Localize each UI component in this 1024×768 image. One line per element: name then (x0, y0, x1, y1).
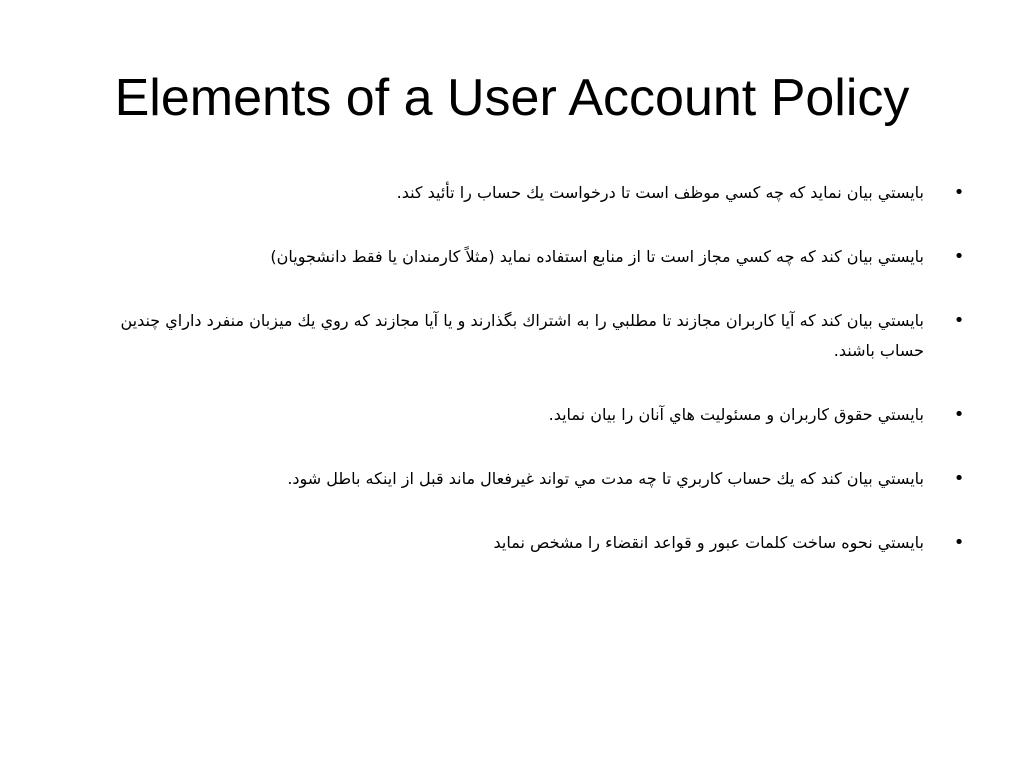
bullet-dot-icon: • (953, 404, 965, 425)
bullet-text: بايستي بيان كند كه چه كسي مجاز است تا از منابع استفاده نمايد (مثلاً كارمندان يا فقط دانشجويان) (270, 247, 924, 266)
bullet-text: بايستي حقوق كاربران و مسئوليت هاي آنان را بيان نمايد. (548, 405, 924, 424)
bullet-dot-icon: • (953, 182, 965, 203)
slide-title: Elements of a User Account Policy (114, 69, 910, 127)
bullet-dot-icon: • (953, 468, 965, 489)
bullet-dot-icon: • (953, 310, 965, 331)
bullet-text: بايستي بيان نمايد كه چه كسي موظف است تا درخواست يك حساب را تأئيد كند. (396, 183, 924, 202)
bullet-item-3 (80, 306, 966, 366)
bullet-dot-icon: • (953, 246, 965, 267)
bullet-dot-icon: • (953, 532, 965, 553)
bullet-item-4 (80, 400, 966, 430)
bullet-text: بايستي نحوه ساخت كلمات عبور و قواعد انقضاء را مشخص نمايد (493, 533, 924, 552)
bullet-item-1 (80, 178, 966, 208)
bullet-item-6 (80, 528, 966, 558)
bullet-item-2 (80, 242, 966, 272)
bullet-text: بايستي بيان كند كه يك حساب كاربري تا چه مدت مي تواند غيرفعال ماند قبل از اينكه باطل شود. (287, 469, 924, 488)
bullet-text: بايستي بيان كند كه آيا كاربران مجازند تا مطلبي را به اشتراك بگذارند و يا آيا مجازند كه روي يك ميزبان منفرد داراي چندين حساب باشند. (120, 311, 924, 360)
bullet-list (80, 178, 966, 558)
bullet-item-5 (80, 464, 966, 494)
